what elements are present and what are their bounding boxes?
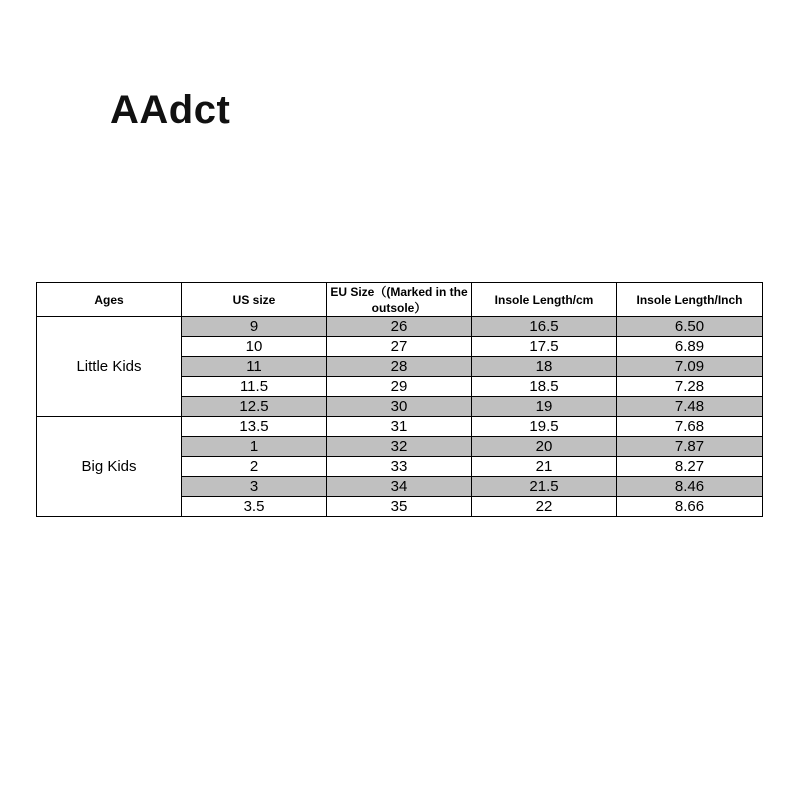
eu-size-cell: 34 (327, 477, 472, 497)
brand-logo-text: AAdct (110, 88, 231, 132)
eu-size-cell: 32 (327, 437, 472, 457)
us-size-cell: 3 (182, 477, 327, 497)
insole-cm-cell: 20 (472, 437, 617, 457)
us-size-cell: 13.5 (182, 417, 327, 437)
insole-inch-cell: 7.48 (617, 397, 763, 417)
us-size-cell: 10 (182, 337, 327, 357)
table-row (37, 417, 763, 437)
eu-size-cell: 27 (327, 337, 472, 357)
age-group-label: Little Kids (37, 317, 182, 417)
insole-cm-cell: 19 (472, 397, 617, 417)
table-row (37, 317, 763, 337)
eu-size-cell: 30 (327, 397, 472, 417)
table-body (37, 317, 763, 517)
insole-cm-cell: 21.5 (472, 477, 617, 497)
insole-inch-cell: 7.09 (617, 357, 763, 377)
insole-inch-cell: 6.50 (617, 317, 763, 337)
header-us-size: US size (182, 283, 327, 317)
insole-cm-cell: 19.5 (472, 417, 617, 437)
eu-size-cell: 29 (327, 377, 472, 397)
insole-cm-cell: 18 (472, 357, 617, 377)
us-size-cell: 1 (182, 437, 327, 457)
insole-cm-cell: 17.5 (472, 337, 617, 357)
header-eu-size (327, 283, 472, 317)
us-size-cell: 2 (182, 457, 327, 477)
insole-cm-cell: 16.5 (472, 317, 617, 337)
insole-cm-cell: 21 (472, 457, 617, 477)
age-group-label: Big Kids (37, 417, 182, 517)
us-size-cell: 3.5 (182, 497, 327, 517)
eu-size-cell: 31 (327, 417, 472, 437)
eu-size-cell: 33 (327, 457, 472, 477)
insole-inch-cell: 8.46 (617, 477, 763, 497)
header-eu-size-label: EU Size（(Marked in the outsole） (330, 284, 468, 315)
header-ages: Ages (37, 283, 182, 317)
insole-inch-cell: 7.87 (617, 437, 763, 457)
table-header-row (37, 283, 763, 317)
size-chart-table (36, 282, 763, 517)
insole-inch-cell: 8.27 (617, 457, 763, 477)
insole-inch-cell: 6.89 (617, 337, 763, 357)
insole-inch-cell: 8.66 (617, 497, 763, 517)
insole-cm-cell: 18.5 (472, 377, 617, 397)
header-insole-cm: Insole Length/cm (472, 283, 617, 317)
insole-inch-cell: 7.28 (617, 377, 763, 397)
header-insole-inch: Insole Length/Inch (617, 283, 763, 317)
us-size-cell: 12.5 (182, 397, 327, 417)
eu-size-cell: 26 (327, 317, 472, 337)
us-size-cell: 9 (182, 317, 327, 337)
eu-size-cell: 28 (327, 357, 472, 377)
insole-inch-cell: 7.68 (617, 417, 763, 437)
us-size-cell: 11.5 (182, 377, 327, 397)
us-size-cell: 11 (182, 357, 327, 377)
insole-cm-cell: 22 (472, 497, 617, 517)
eu-size-cell: 35 (327, 497, 472, 517)
